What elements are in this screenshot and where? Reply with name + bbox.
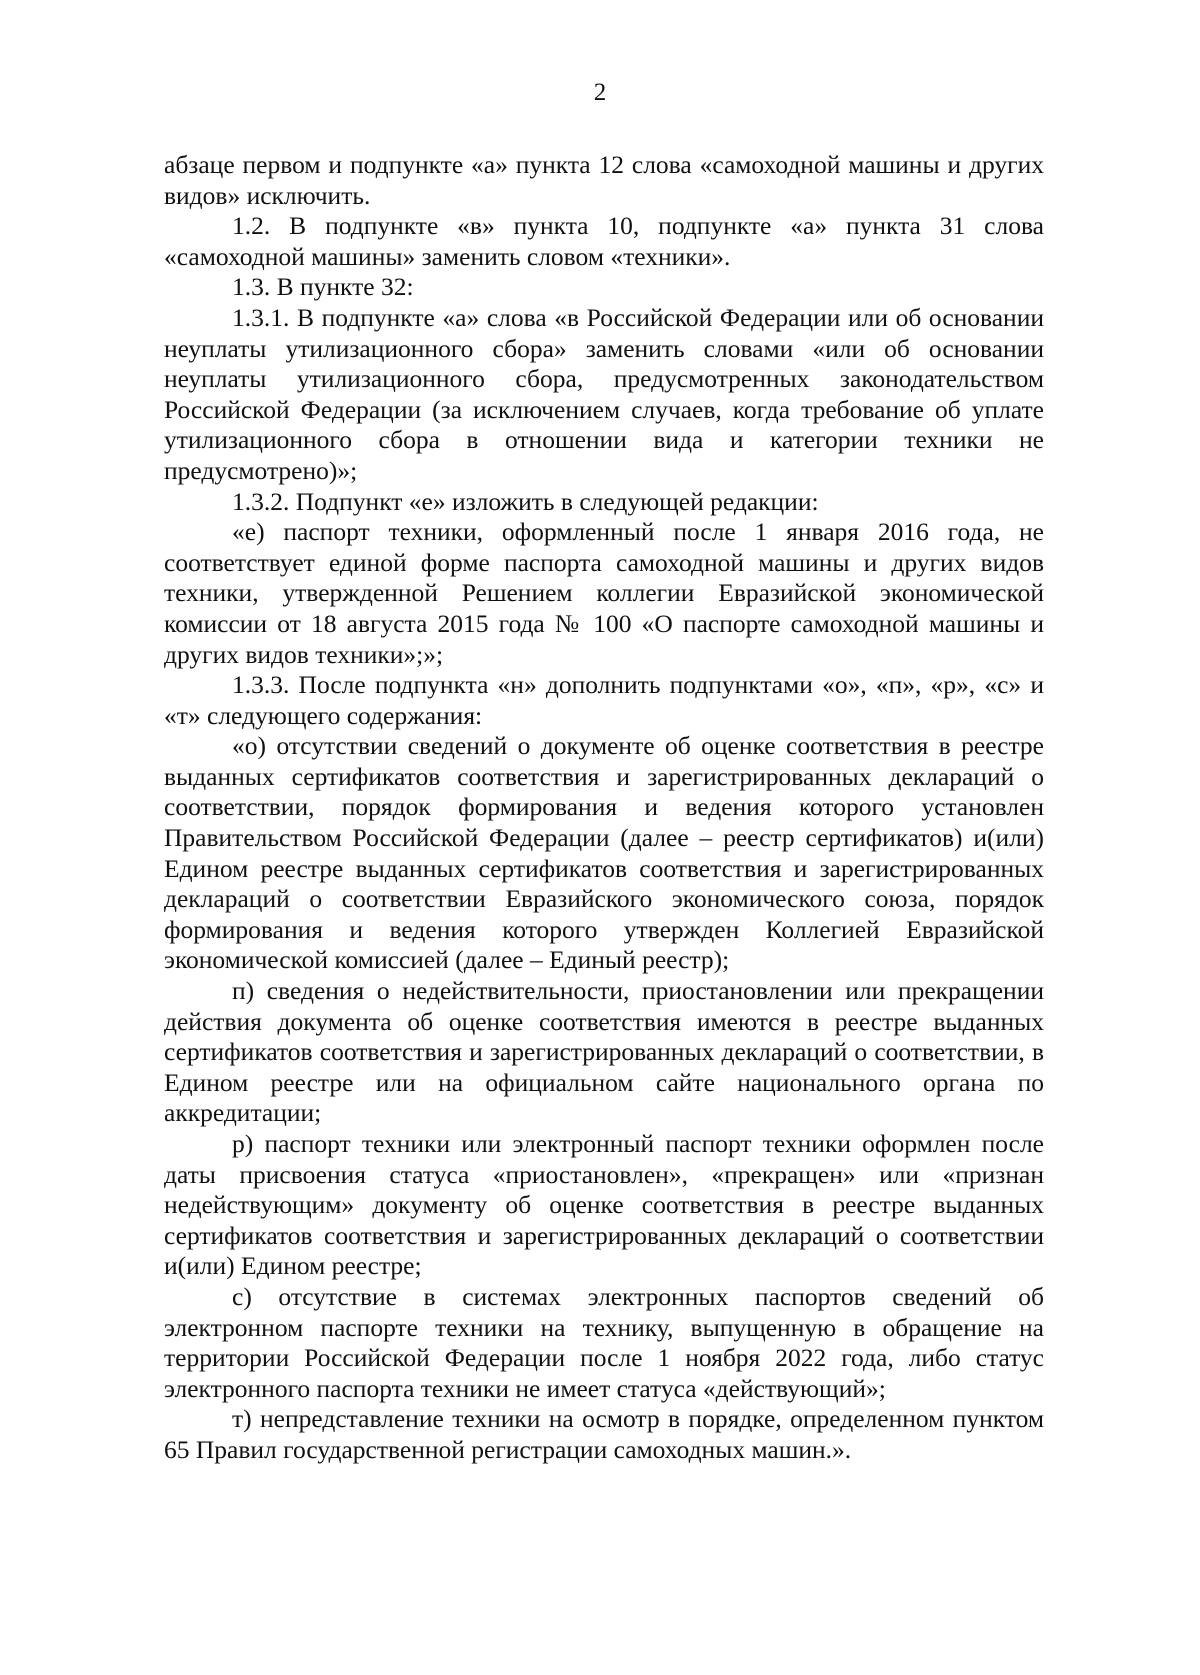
paragraph-subitem-e: «е) паспорт техники, оформленный после 1 января 2016 года, не соответствует единой форме паспорта самоходной машины и других видов техники, утвержденной Решением коллегии Евразийской экономической комиссии от 18 августа 2015 года № 100 «О паспорте самоходной машины и других видов техники»;»; (164, 517, 1044, 669)
paragraph-subitem-r: р) паспорт техники или электронный паспорт техники оформлен после даты присвоения статуса «приостановлен», «прекращен» или «признан недействующим» документу об оценке соответствия в реестре выданных сертификатов соответствия и зарегистрированных деклараций о соответствии и(или) Едином реестре; (164, 1129, 1044, 1281)
paragraph-1-2: 1.2. В подпункте «в» пункта 10, подпункте «а» пункта 31 слова «самоходной машины» заменить словом «техники». (164, 211, 1044, 271)
page-number: 2 (593, 79, 607, 106)
paragraph-subitem-o: «о) отсутствии сведений о документе об оценке соответствия в реестре выданных сертификатов соответствия и зарегистрированных деклараций о соответствии, порядок формирования и ведения которого установлен Правительством Российской Федерации (далее – реестр сертификатов) и(или) Едином реестре выданных сертификатов соответствия и зарегистрированных деклараций о соответствии Евразийского экономического союза, порядок формирования и ведения которого утвержден Коллегией Евразийской экономической комиссией (далее – Единый реестр); (164, 731, 1044, 975)
paragraph-1-3: 1.3. В пункте 32: (232, 272, 414, 302)
document-body (164, 150, 1044, 1466)
paragraph-subitem-t: т) непредставление техники на осмотр в порядке, определенном пунктом 65 Правил государственной регистрации самоходных машин.». (164, 1404, 1044, 1464)
paragraph-subitem-s: с) отсутствие в системах электронных паспортов сведений об электронном паспорте техники на технику, выпущенную в обращение на территории Российской Федерации после 1 ноября 2022 года, либо статус электронного паспорта техники не имеет статуса «действующий»; (164, 1281, 1044, 1403)
paragraph-continuation: абзаце первом и подпункте «а» пункта 12 слова «самоходной машины и других видов» исключить. (164, 150, 1044, 210)
paragraph-1-3-2: 1.3.2. Подпункт «е» изложить в следующей редакции: (232, 486, 819, 516)
paragraph-1-3-3: 1.3.3. После подпункта «н» дополнить подпунктами «о», «п», «р», «с» и «т» следующего содержания: (164, 670, 1044, 730)
paragraph-subitem-p: п) сведения о недействительности, приостановлении или прекращении действия документа об оценке соответствия имеются в реестре выданных сертификатов соответствия и зарегистрированных деклараций о соответствии, в Едином реестре или на официальном сайте национального органа по аккредитации; (164, 976, 1044, 1128)
paragraph-1-3-1: 1.3.1. В подпункте «а» слова «в Российской Федерации или об основании неуплаты утилизационного сбора» заменить словами «или об основании неуплаты утилизационного сбора, предусмотренных законодательством Российской Федерации (за исключением случаев, когда требование об уплате утилизационного сбора в отношении вида и категории техники не предусмотрено)»; (164, 302, 1044, 485)
